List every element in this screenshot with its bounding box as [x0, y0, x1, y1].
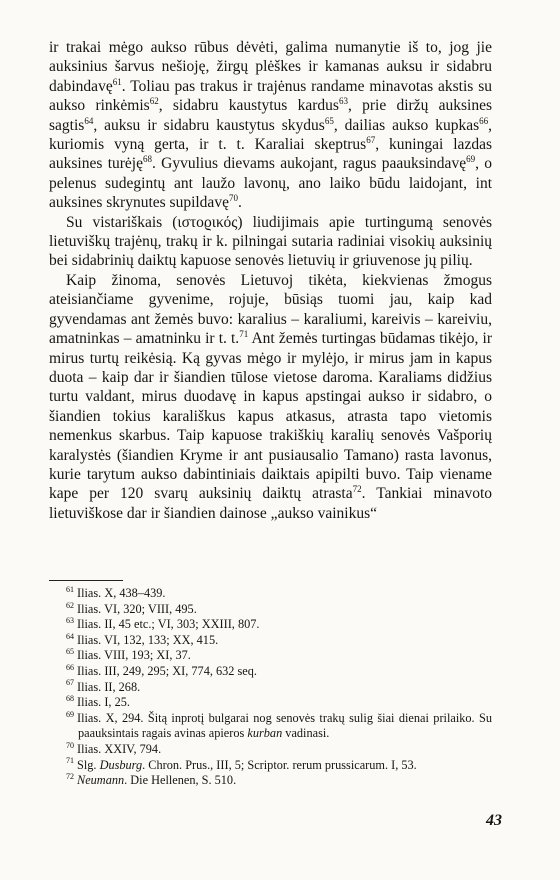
footnotes: [49, 586, 492, 789]
footnote-ref: 67: [366, 134, 376, 145]
paragraph-3: [49, 271, 492, 523]
paragraph-1: [49, 38, 492, 213]
footnote-ref: 70: [228, 193, 238, 204]
footnote: [49, 586, 492, 602]
footnote-text: Ilias. III, 249, 295; XI, 774, 632 seq.: [77, 663, 257, 678]
text-run: , auksu ir sidabru kaustytus skydus: [93, 116, 325, 134]
footnote: [49, 742, 492, 758]
footnote-text: Ilias. VIII, 193; XI, 37.: [77, 648, 191, 663]
text-run: , sidabru kaustytus kardus: [158, 97, 339, 115]
footnote-text: Ilias. I, 25.: [77, 695, 130, 710]
footnote-ref: 62: [149, 96, 159, 107]
text-run: , kuningai lazdas auksines turėję: [49, 136, 492, 173]
footnote-ref: 61: [112, 76, 122, 87]
main-text: [49, 38, 492, 523]
footnote: [49, 633, 492, 649]
footnote-text: . Die Hellenen, S. 510.: [124, 773, 237, 788]
footnote-text: Ilias. X, 294. Šitą inprotį bulgarai nog senovės trakų sulig šiai dienai prilaiko. Su paauksintais ragais avinas apieros: [77, 710, 492, 741]
footnote-text: vadinasi.: [282, 726, 330, 741]
footnote-text: Slg.: [77, 757, 100, 772]
footnote-ref: 68: [142, 154, 152, 165]
page-number: 43: [486, 812, 502, 829]
footnote-number: 68: [66, 694, 74, 704]
footnote-text: Ilias. VI, 132, 133; XX, 415.: [77, 632, 219, 647]
text-run: Ant žemės turtingas būdamas tikėjo, ir mirus turtų reikėsią. Ką gyvas mėgo ir mylėjo, ir mirus jam in kapus duota – kaip dar ir šiandien tūlose vietose daroma. Karaliams didžius turtu valdant, mirus duodavę in kapus apstingai aukso ir sidabro, o šiandien tokius karališkus kapus atkasus, atrasta tapo vietomis nemenkus skarbus. Taip kapuose trakiškių karalių senovės Vašporių karalystės (šiandien Kryme ir ant pusiausalio Tamano) rasta lavonus, kurie tarytum aukso dabintiniais daiktais apipilti buvo. Taip viename kape per 120 svarų auksinių daiktų atrasta: [49, 330, 492, 503]
footnote-ref: 64: [84, 115, 94, 126]
footnote-number: 67: [66, 678, 74, 688]
footnote-number: 66: [66, 662, 74, 672]
text-run: . Toliau pas trakus ir trajėnus randame minavotas akstis su aukso rinkėmis: [49, 77, 492, 115]
footnote-italic: Neumann: [77, 773, 125, 788]
footnote: [49, 711, 492, 742]
footnote-number: 62: [66, 600, 74, 610]
footnote-ref: 71: [239, 328, 249, 339]
footnote-ref: 63: [338, 96, 348, 107]
footnote-number: 63: [66, 616, 74, 626]
text-run: , prie diržų auksines sagtis: [49, 97, 493, 134]
footnote-number: 61: [66, 584, 74, 594]
footnote-ref: 69: [466, 154, 476, 165]
footnote-number: 70: [66, 740, 74, 750]
footnote-text: Ilias. VI, 320; VIII, 495.: [77, 601, 197, 616]
text-run: .: [237, 194, 242, 212]
footnote-ref: 72: [352, 484, 362, 495]
footnote: [49, 617, 492, 633]
footnote-number: 71: [66, 756, 74, 766]
text-run: , o pelenus sudegintų ant laužo lavonų, ano laiko būdu laidojant, int auksines skrynutes supildavę: [49, 155, 493, 212]
footnote-text: Ilias. XXIV, 794.: [77, 741, 162, 756]
footnote-text: Ilias. II, 45 etc.; VI, 303; XXIII, 807.: [77, 617, 260, 632]
footnote-number: 72: [66, 772, 74, 782]
text-run: , dailias aukso kupkas: [333, 116, 480, 134]
footnote-text: Ilias. II, 268.: [77, 679, 141, 694]
text-run: . Tankiai minavoto lietuviškose dar ir šiandien dainose „aukso vainikus“: [49, 485, 492, 522]
footnote-italic: Dusburg: [99, 757, 143, 772]
footnote: [49, 773, 492, 789]
footnote-number: 64: [66, 631, 74, 641]
footnote: [49, 695, 492, 711]
footnote-ref: 65: [324, 115, 334, 126]
text-run: ir trakai mėgo aukso rūbus dėvėti, galima numanytie iš to, jog jie auksinius šarvus nešioję, žirgų plėškes ir kamanas auksu ir sidabru dabindavę: [49, 39, 492, 95]
footnote: [49, 664, 492, 680]
text-run: , kuriomis vyną gerta, ir t. t. Karaliai skeptrus: [49, 116, 492, 154]
footnote: [49, 680, 492, 696]
footnote-number: 65: [66, 647, 74, 657]
footnote: [49, 648, 492, 664]
footnote-ref: 66: [479, 115, 489, 126]
footnote-italic: kurban: [247, 726, 283, 741]
footnote-number: 69: [66, 709, 74, 719]
footnote-divider: [49, 580, 123, 581]
footnote: [49, 602, 492, 618]
footnote-text: Ilias. X, 438–439.: [77, 586, 166, 600]
paragraph-2: Su vistariškais (ιστοϱικός) liudijimais apie turtingumą senovės lietuviškų trajėnų, trakų ir k. pilningai sutaria radiniai visokių auksinių bei sidabrinių daiktų kapuose senovės lietuvių ir griuvenose jų pilių.: [49, 213, 492, 270]
footnote: [49, 758, 492, 774]
footnote-text: . Chron. Prus., III, 5; Scriptor. rerum prussicarum. I, 53.: [142, 757, 417, 772]
text-run: Kaip žinoma, senovės Lietuvoj tikėta, kiekvienas žmogus ateisiančiame gyvenime, rojuje, būsiąs tuomi jau, kaip kad gyvendamas ant žemės buvo: karalius – karaliumi, kareivis – kareiviu, amatninkas – amatninku ir t. t.: [49, 271, 492, 348]
text-run: . Gyvulius dievams aukojant, ragus paauksindavę: [151, 155, 467, 173]
